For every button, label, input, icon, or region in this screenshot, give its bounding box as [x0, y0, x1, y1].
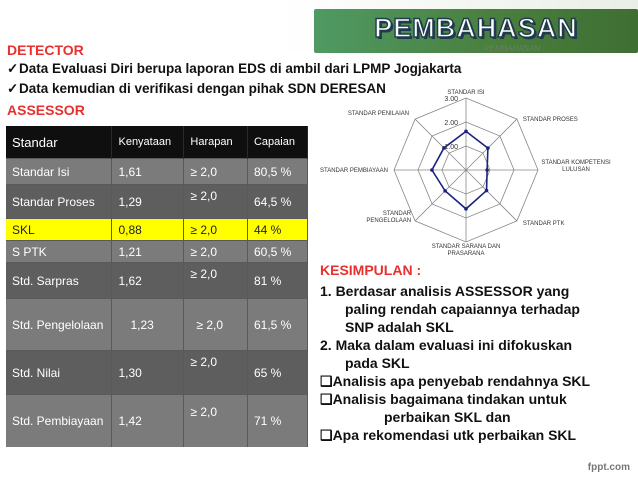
conclusion-bullet: ❑Analisis bagaimana tindakan untuk [320, 391, 567, 407]
radar-point [486, 146, 490, 150]
checkbox-icon: ❑ [320, 391, 333, 407]
radar-axis-line [415, 170, 466, 221]
cell-kenyataan: 1,30 [112, 351, 184, 395]
radar-axis-label: STANDAR ISI [447, 90, 485, 96]
cell-capaian: 71 % [247, 395, 307, 447]
radar-point [443, 189, 447, 193]
header-harapan: Harapan [184, 126, 248, 159]
table-row [6, 241, 308, 263]
standar-table [6, 126, 308, 447]
cell-standar: Std. Pembiayaan [6, 395, 112, 447]
banner-subtitle: PEMBAHASAN [484, 44, 540, 53]
radar-point [464, 130, 468, 134]
header-capaian: Capaian [247, 126, 307, 159]
cell-kenyataan: 1,23 [112, 299, 184, 351]
radar-axis-label: STANDAR PEMBIAYAAN [319, 168, 388, 174]
table-row [6, 395, 308, 447]
cell-standar: S PTK [6, 241, 112, 263]
title-banner [314, 9, 638, 53]
cell-standar: Standar Isi [6, 159, 112, 185]
cell-harapan: ≥ 2,0 [184, 263, 248, 299]
check-icon: ✓ [7, 81, 19, 96]
checkbox-icon: ❑ [320, 373, 333, 389]
radar-grid [394, 98, 538, 242]
cell-harapan: ≥ 2,0 [184, 241, 248, 263]
bullet-1: ✓Data Evaluasi Diri berupa laporan EDS di ambil dari LPMP Jogjakarta [7, 61, 462, 76]
cell-standar: Std. Nilai [6, 351, 112, 395]
conclusion-item: SNP adalah SKL [345, 319, 454, 335]
radar-point [485, 168, 489, 172]
radar-axis-label: STANDAR PROSES [522, 117, 578, 124]
cell-harapan: ≥ 2,0 [184, 395, 248, 447]
cell-kenyataan: 0,88 [112, 219, 184, 241]
table-row [6, 185, 308, 219]
table-header [6, 126, 308, 159]
cell-harapan: ≥ 2,0 [184, 185, 248, 219]
banner-title: PEMBAHASAN [374, 13, 578, 43]
conclusion-item: pada SKL [345, 355, 410, 371]
radar-chart [319, 86, 638, 264]
cell-kenyataan: 1,29 [112, 185, 184, 219]
conclusion-bullet: ❑Analisis apa penyebab rendahnya SKL [320, 373, 591, 389]
radar-point [464, 207, 468, 211]
table-row [6, 219, 308, 241]
radar-axis-label: STANDAR PENILAIAN [347, 111, 410, 118]
cell-harapan: ≥ 2,0 [184, 159, 248, 185]
radar-axis-line [466, 119, 517, 170]
table-row [6, 351, 308, 395]
check-icon: ✓ [7, 61, 19, 76]
table-row [6, 299, 308, 351]
header-kenyataan: Kenyataan [112, 126, 184, 159]
cell-capaian: 44 % [247, 219, 307, 241]
cell-kenyataan: 1,62 [112, 263, 184, 299]
cell-capaian: 60,5 % [247, 241, 307, 263]
cell-harapan: ≥ 2,0 [184, 351, 248, 395]
conclusion-item: 2. Maka dalam evaluasi ini difokuskan [320, 337, 573, 353]
radar-tick-label: 3.00 [444, 96, 458, 103]
assessor-label: ASSESSOR [7, 102, 85, 118]
cell-kenyataan: 1,21 [112, 241, 184, 263]
radar-tick-label: 1.00 [444, 144, 458, 151]
table-row [6, 159, 308, 185]
cell-capaian: 61,5 % [247, 299, 307, 351]
checkbox-icon: ❑ [320, 427, 333, 443]
radar-tick-label: 2.00 [444, 120, 458, 127]
radar-axis-label: STANDAR PENGELOLAAN [366, 210, 412, 224]
conclusion-title: KESIMPULAN : [320, 262, 422, 278]
radar-axis-label: STANDAR KOMPETENSI LULUSAN [541, 160, 611, 173]
cell-standar: SKL [6, 219, 112, 241]
bullet-2: ✓Data kemudian di verifikasi dengan pihak SDN DERESAN [7, 81, 386, 96]
conclusion-item: 1. Berdasar analisis ASSESSOR yang [320, 283, 570, 299]
cell-standar: Std. Sarpras [6, 263, 112, 299]
conclusion-bullet: ❑Apa rekomendasi utk perbaikan SKL [320, 427, 577, 443]
conclusion-bullet-cont: perbaikan SKL dan [384, 409, 511, 425]
cell-capaian: 81 % [247, 263, 307, 299]
conclusion-item: paling rendah capaiannya terhadap [345, 301, 580, 317]
radar-axis-line [415, 119, 466, 170]
radar-labels [320, 90, 611, 257]
table-row [6, 263, 308, 299]
cell-standar: Standar Proses [6, 185, 112, 219]
header-standar: Standar [6, 126, 112, 159]
radar-axis-label: STANDAR SARANA DAN PRASARANA [431, 244, 501, 257]
cell-standar: Std. Pengelolaan [6, 299, 112, 351]
cell-capaian: 64,5 % [247, 185, 307, 219]
cell-kenyataan: 1,42 [112, 395, 184, 447]
cell-capaian: 65 % [247, 351, 307, 395]
radar-axis-label: STANDAR PTK [522, 220, 565, 227]
detector-label: DETECTOR [7, 42, 84, 58]
cell-kenyataan: 1,61 [112, 159, 184, 185]
radar-point [430, 168, 434, 172]
cell-harapan: ≥ 2,0 [184, 299, 248, 351]
footer-brand: fppt.com [587, 462, 630, 473]
cell-harapan: ≥ 2,0 [184, 219, 248, 241]
cell-capaian: 80,5 % [247, 159, 307, 185]
radar-point [485, 189, 489, 193]
radar-axis-line [466, 170, 517, 221]
